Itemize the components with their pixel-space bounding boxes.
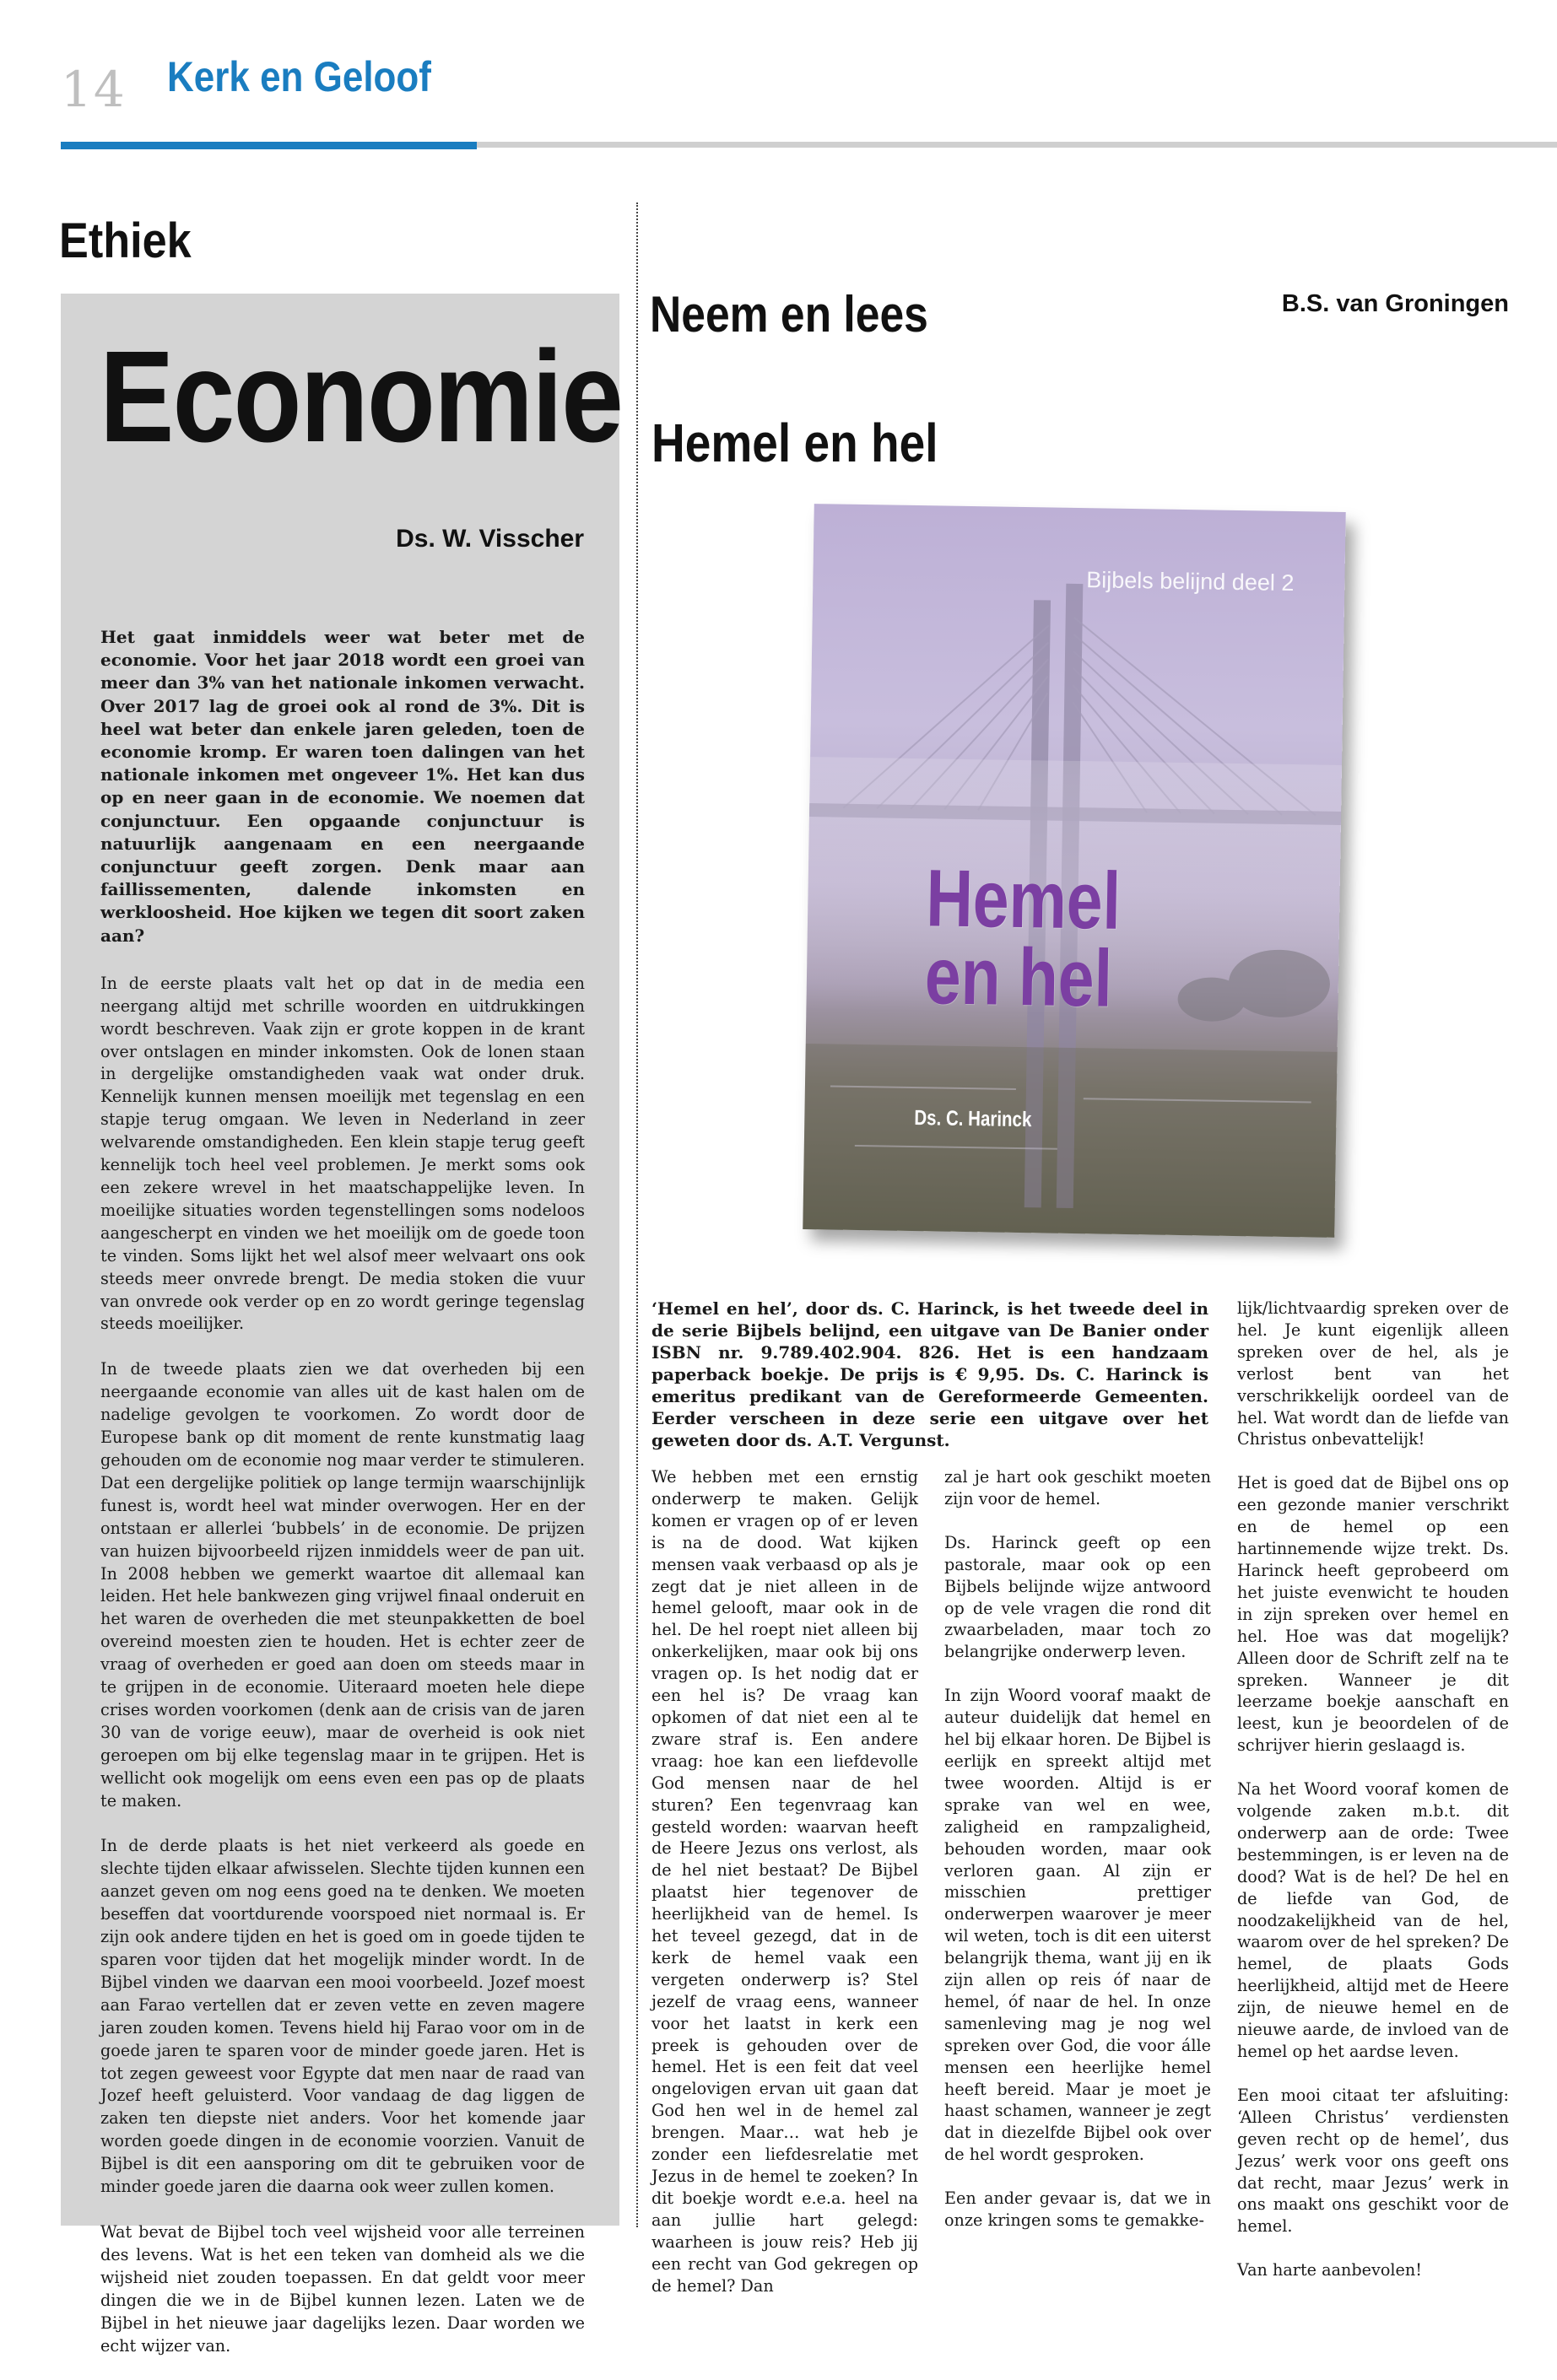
right-column-2 [944, 1466, 1211, 2253]
right-paragraph: In zijn Woord vooraf maakt de auteur duidelijk dat hemel en hel bij elkaar horen. De Bijbel is eerlijk en spreekt altijd met twee woorden. Altijd is er sprake van wel en wee, zaligheid en rampzaligheid, behouden worden, maar ook verloren gaan. Al zijn er misschien prettiger onderwerpen waarover je meer wil weten, toch is dit een uiterst belangrijk thema, want jij en ik zijn allen op reis óf naar de hemel, óf naar de hel. In onze samenleving mag je nog wel spreken over God, die voor álle mensen een heerlijke hemel heeft bereid. Maar je moet je haast schamen, wanneer je zegt dat in diezelfde Bijbel ook over de hel wordt gesproken. [944, 1686, 1211, 2165]
right-kicker: Neem en lees [650, 286, 928, 343]
left-article-title: Economie [100, 324, 623, 469]
right-paragraph: Ds. Harinck geeft op een pastorale, maar ook op een Bijbels belijnde wijze antwoord op de vele vragen die rond dit zwaarbeladen, maar toch zo belangrijke onderwerp leven. [944, 1532, 1211, 1662]
page-number: 14 [61, 61, 127, 118]
right-paragraph: zal je hart ook geschikt moeten zijn voor de hemel. [944, 1467, 1211, 1508]
right-paragraph: Van harte aanbevolen! [1237, 2260, 1422, 2280]
right-paragraph: Een ander gevaar is, dat we in onze kringen soms te gemakke- [944, 2188, 1211, 2231]
right-paragraph: Het is goed dat de Bijbel ons op een gezonde manier verschrikt en de hemel op een hartinnemende wijze trekt. Ds. Harinck heeft geprobeerd om het juiste evenwicht te houden in zijn spreken over hemel en hel. Hoe was dat mogelijk? Alleen door de Schrift zelf na te spreken. Wanneer je dit leerzame boekje aanschaft en leest, kun je beoordelen of de schrijver hierin geslaagd is. [1237, 1473, 1509, 1756]
right-paragraph: We hebben met een ernstig onderwerp te maken. Gelijk komen er vragen op of er leven is na de dood. Wat kijken mensen vaak verbaasd op als je zegt dat je niet alleen in de hemel gelooft, maar ook in de hel. De hel roept niet alleen bij onkerkelijken, maar ook bij ons vragen op. Is het nodig dat er een hel is? De vraag kan opkomen of dat niet een al te zware straf is. Een andere vraag: hoe kan een liefdevolle God mensen naar de hel sturen? Een tegenvraag kan gesteld worden: waarvan heeft de Heere Jezus ons verlost, als de hel niet bestaat? De Bijbel plaatst hier tegenover de heerlijkheid van de hemel. Is het teveel gezegd, dat in de kerk de hemel vaak een vergeten onderwerp is? Stel jezelf de vraag eens, wanneer voor het laatst in kerk een preek is gehouden over de hemel. Het is een feit dat veel ongelovigen ervan uit gaan dat God hen wel in de hemel zal brengen. Maar… wat heb je zonder een liefdesrelatie met Jezus in de hemel te zoeken? In dit boekje wordt e.e.a. heel na aan jullie hart gelegd: waarheen is jouw reis? Heb jij een recht van God gekregen op de hemel? Dan [651, 1467, 918, 2296]
right-article-title: Hemel en hel [651, 413, 938, 473]
right-article-intro: ‘Hemel en hel’, door ds. C. Harinck, is het tweede deel in de serie Bijbels belijnd, een uitgave van De Banier onder ISBN nr. 9.789.402.904. 826. Het is een handzaam paperback boekje. De prijs is € 9,95. Ds. C. Harinck is emeritus predikant van de Gereformeerde Gemeenten. Eerder verscheen in deze serie een uitgave over het geweten door ds. A.T. Vergunst. [651, 1298, 1208, 1450]
right-paragraph: Een mooi citaat ter afsluiting: ‘Alleen Christus’ verdiensten geven recht op de hemel’, dus Jezus’ werk voor ons geeft ons dat recht, maar Jezus’ werk in ons maakt ons geschikt voor de hemel. [1237, 2085, 1509, 2237]
header-rule-accent [61, 142, 477, 149]
book-cover-title [924, 853, 1122, 1024]
left-paragraph: In de derde plaats is het niet verkeerd als goede en slechte tijden elkaar afwisselen. Slechte tijden kunnen een aanzet geven om nog eens goed na te denken. We moeten beseffen dat voortdurende voorspoed niet normaal is. Er zijn ook andere tijden en het is goed om in goede tijden te sparen voor tijden dat het mogelijk minder wordt. In de Bijbel vinden we daarvan een mooi voorbeeld. Jozef moest aan Farao vertellen dat er zeven vette en zeven magere jaren zouden komen. Tevens hield hij Farao voor om in de goede jaren te sparen voor de minder goede jaren. Het is tot zegen geweest voor Egypte dat men naar de raad van Jozef heeft geluisterd. Voor vandaag de dag liggen de zaken ten diepste niet anders. Voor het komende jaar worden goede dingen in de economie voorzien. Vanuit de Bijbel is dit een aansporing om dit te gebruiken voor de minder goede jaren die daarna ook weer zullen komen. [100, 1836, 585, 2197]
left-article-author: Ds. W. Visscher [396, 525, 584, 553]
right-column-3 [1237, 1298, 1509, 2303]
book-cover-author: Ds. C. Harinck [914, 1106, 1032, 1132]
right-column-1 [651, 1466, 918, 2318]
left-paragraph: In de eerste plaats valt het op dat in de media een neergang altijd met schrille woorden en uitdrukkingen wordt beschreven. Vaak zijn er grote koppen in de krant over ontslagen en minder inkomsten. Ook de lonen staan in dergelijke omstandigheden vaak wat onder druk. Kennelijk kunnen mensen moeilijk met tegenslag en een stapje terug omgaan. We leven in Nederland in zeer welvarende omstandigheden. Een klein stapje terug geeft kennelijk toch heel veel problemen. Je merkt soms ook een zekere wrevel in het maatschappelijke leven. In moeilijke situaties worden tegenstellingen soms nodeloos aangescherpt en vinden we het moeilijk om de goede toon te vinden. Soms lijkt het wel alsof meer welvaart ons ook steeds meer onvrede brengt. De media stoken die vuur van onvrede ook verder op en zo wordt geringe tegenslag steeds moeilijker. [100, 973, 585, 1334]
left-article-intro: Het gaat inmiddels weer wat beter met de economie. Voor het jaar 2018 wordt een groei van meer dan 3% van het nationale inkomen verwacht. Over 2017 lag de groei ook al rond de 3%. Dit is heel wat beter dan enkele jaren geleden, toen de economie kromp. Er waren toen dalingen van het nationale inkomen met ongeveer 1%. Het kan dus op en neer gaan in de economie. We noemen dat conjunctuur. Een opgaande conjunctuur is natuurlijk aangenaam en een neergaande conjunctuur geeft zorgen. Denk maar aan faillissementen, dalende inkomsten en werkloosheid. Hoe kijken we tegen dit soort zaken aan? [100, 627, 585, 946]
book-cover-image [803, 504, 1345, 1238]
left-paragraph: Wat bevat de Bijbel toch veel wijsheid voor alle terreinen des levens. Wat is het een teken van domheid als we die wijsheid niet zouden toepassen. En dat geldt voor meer dingen die we in de Bijbel kunnen lezen. Laten we de Bijbel in het nieuwe jaar dagelijks lezen. Daar worden we echt wijzer van. [100, 2221, 585, 2356]
book-series-label: Bijbels belijnd deel 2 [1086, 567, 1295, 596]
left-kicker: Ethiek [59, 213, 192, 268]
book-title-line: en hel [924, 931, 1113, 1024]
left-paragraph: In de tweede plaats zien we dat overheden bij een neergaande economie van alles uit de kast halen om de nadelige gevolgen te voorkomen. Zo wordt door de Europese bank op dit moment de rente kunstmatig laag gehouden om de economie nog maar verder te stimuleren. Dat een dergelijke politiek op lange termijn waarschijnlijk funest is, wordt heel wat minder overwogen. Her en der ontstaan er allerlei ‘bubbels’ in de economie. De prijzen van huizen bijvoorbeeld rijzen inmiddels weer de pan uit. In 2008 hebben we gemerkt waartoe dit allemaal kan leiden. Het hele bankwezen ging vrijwel finaal onderuit en het waren de overheden die met steunpakketten de boel overeind moesten zien te houden. Het is echter zeer de vraag of overheden er goed aan doen om steeds maar in te grijpen in de economie. Uiteraard moeten hele diepe crises worden voorkomen (denk aan de crisis van de jaren 30 van de vorige eeuw), maar de overheid is ook niet geroepen om bij elke tegenslag maar in te grijpen. Het is wellicht ook mogelijk om eens even een pas op de plaats te maken. [100, 1359, 585, 1811]
right-article-author: B.S. van Groningen [1281, 290, 1509, 317]
right-paragraph: Na het Woord vooraf komen de volgende zaken m.b.t. dit onderwerp aan de orde: Twee bestemmingen, is er leven na de dood? Wat is de hel? De hel en de liefde van God, de noodzakelijkheid van de hel, waarom over de hel spreken? De hemel, de plaats Gods heerlijkheid, altijd met de Heere zijn, de nieuwe hemel en de nieuwe aarde, de invloed van de hemel op het aardse leven. [1237, 1779, 1509, 2061]
book-title-line: Hemel [925, 853, 1122, 947]
left-article-body [100, 626, 585, 2380]
column-divider [636, 202, 638, 2227]
right-paragraph: lijk/lichtvaardig spreken over de hel. Je kunt eigenlijk alleen spreken over de hel, als je verlost bent van het verschrikkelijk oordeel van de hel. Wat wordt dan de liefde van Christus onbevattelijk! [1237, 1298, 1509, 1449]
section-title: Kerk en Geloof [167, 53, 431, 100]
